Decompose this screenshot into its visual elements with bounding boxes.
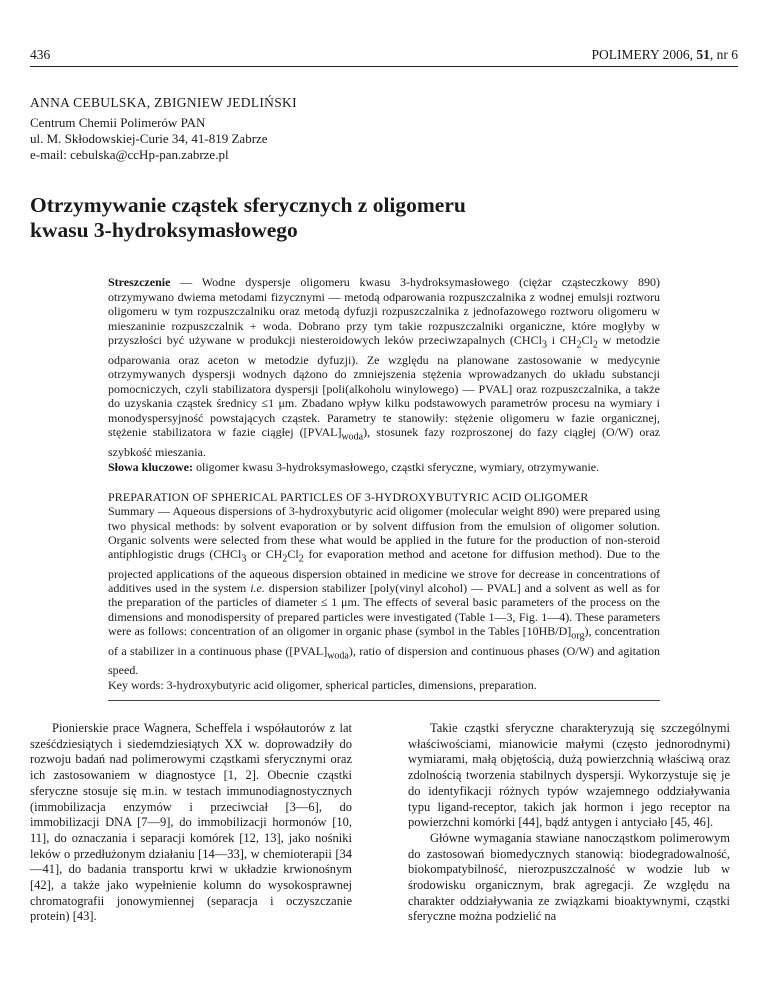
abstract-en-label: Summary xyxy=(108,504,155,519)
abstract-english xyxy=(108,490,660,692)
article-title xyxy=(30,193,690,243)
abstract-pl-label: Streszczenie xyxy=(108,275,171,289)
keywords-en xyxy=(108,678,660,692)
abstract-en-text: Cl xyxy=(287,547,299,562)
abstract-pl-text: w metodzie odparowania oraz aceton w metodzie dyfuzji). Ze względu na planowane zastosowanie w medycynie otrzymywanych dyspersji wodnych dążono do zmniejszenia stężenia wprowadzanych do układu substancji pomocniczych, czyli stabilizatora dyspersji [poli(alkoholu winylowego) — PVAL] oraz rozpuszczalnika, a także do uzyskania cząstek średnicy ≤1 μm. Zbadano wpływ kilku podstawowych parametrów procesu na wymiary i monodyspersyjność powstających cząstek. Parametry te stanowiły: stężenie oligomeru w fazie organicznej, stężenie stabilizatora w fazie ciągłej ([PVAL] xyxy=(108,333,660,440)
journal-citation xyxy=(591,47,738,63)
keywords-pl-label: Słowa kluczowe: xyxy=(108,459,193,474)
journal-volume: 51 xyxy=(696,47,710,62)
abstract-en-title: PREPARATION OF SPHERICAL PARTICLES OF 3-HYDROXYBUTYRIC ACID OLIGOMER xyxy=(108,490,589,504)
subscript: 3 xyxy=(541,339,547,351)
abstract-pl-text: Cl xyxy=(581,333,593,347)
abstract-pl-text: — Wodne dyspersje oligomeru kwasu 3-hydroksymasłowego (ciężar cząsteczkowy 890) otrzymywano dwiema metodami fizycznymi — metodą odparowania rozpuszczalnika z wodnej emulsji roztworu oligomeru w tym rozpuszczalniku oraz metodą dyfuzji rozpuszczalnika z jednofazowego roztworu oligomeru w mieszaninie rozpuszczalnik + woda. Dobrano przy tym takie rozpuszczalniki organiczne, które mogłyby w przyszłości być używane w produkcji niesteroidowych leków przeciwzapalnych (CHCl xyxy=(108,275,660,347)
subscript: 2 xyxy=(576,339,582,351)
abstract-en-text: ), concentration of a stabilizer in a continuous phase ([PVAL] xyxy=(108,624,660,658)
subscript: woda xyxy=(341,431,364,443)
keywords-pl-text: oligomer kwasu 3-hydroksymasłowego, cząstki sferyczne, wymiary, otrzymywanie. xyxy=(193,459,600,474)
abstract-en-text: or CH xyxy=(246,547,283,562)
abstract-en-body xyxy=(108,504,660,677)
subscript: org xyxy=(571,630,585,642)
title-line-1: Otrzymywanie cząstek sferycznych z oligomeru xyxy=(30,193,466,217)
abstract-polish xyxy=(108,275,660,474)
affiliation-address: ul. M. Skłodowskiej-Curie 34, 41-819 Zabrze xyxy=(30,131,268,146)
header-rule xyxy=(30,66,738,67)
body-column-left xyxy=(30,721,352,925)
affiliation-email: e-mail: cebulska@ccHp-pan.zabrze.pl xyxy=(30,147,229,162)
abstract-en-text: ), ratio of dispersion and continuous phases (O/W) and agitation speed. xyxy=(108,643,660,678)
journal-issue: , nr 6 xyxy=(709,47,738,62)
abstract-pl-text: ), stosunek fazy rozproszonej do fazy ciągłej (O/W) oraz szybkość mieszania. xyxy=(108,425,660,460)
body-paragraph: Główne wymagania stawiane nanocząstkom polimerowym do zastosowań biomedycznych stanowią: biodegradowalność, biokompatybilność, nierozpuszczalność w wodzie lub w środowisku organicznym, brak agregacji. Ze względu na charakter oddziaływania ze związkami bioaktywnymi, cząstki sferyczne można podzielić na xyxy=(408,830,730,924)
running-header xyxy=(30,47,738,65)
subscript: 3 xyxy=(241,553,247,565)
subscript: 2 xyxy=(282,553,288,565)
affiliation-institute: Centrum Chemii Polimerów PAN xyxy=(30,115,206,130)
subscript: 2 xyxy=(298,553,304,565)
page-number: 436 xyxy=(30,47,51,62)
keywords-en-label: Key words xyxy=(108,677,161,692)
abstract-en-text: for evaporation method and acetone for diffusion method). Due to the projected applications of the aqueous dispersion obtained in medicine we strove for decrease in concentrations of additives used in the system xyxy=(108,547,660,596)
authors: ANNA CEBULSKA, ZBIGNIEW JEDLIŃSKI xyxy=(30,95,297,110)
abstract-en-text: — Aqueous dispersions of 3-hydroxybutyric acid oligomer (molecular weight 890) were prepared using two physical methods: by solvent evaporation or by solvent diffusion from the emulsion of oligomer solution. Organic solvents were selected from these what would be applied in the future for the production of non-steroid antiphlogistic drugs (CHCl xyxy=(108,504,660,562)
body-paragraph: Takie cząstki sferyczne charakteryzują się szczególnymi właściwościami, mianowicie małymi (często jednorodnymi) wymiarami, małą objętością, dużą powierzchnią właściwą oraz zdolnością tworzenia stabilnych dyspersji. Wykorzystuje się je do identyfikacji różnych typów wzajemnego oddziaływania typu ligand-receptor, takich jak hormon i jego receptor na powierzchni komórki [44], bądź antygen i antyciało [45, 46]. xyxy=(408,721,730,830)
subscript: 2 xyxy=(592,339,598,351)
keywords-pl xyxy=(108,460,660,475)
abstract-pl-text: i CH xyxy=(546,333,577,347)
subscript: woda xyxy=(327,650,349,662)
abstract-en-italic: i.e. xyxy=(250,581,265,596)
body-paragraph: Pionierskie prace Wagnera, Scheffela i współautorów z lat sześćdziesiątych i siedemdziesiątych XX w. doprowadziły do rozwoju badań nad polimerowymi cząstkami sferycznymi oraz ich zastosowaniem w diagnostyce [1, 2]. Obecnie cząstki sferyczne stosuje się m.in. w testach immunodiagnostycznych (immobilizacja enzymów i przeciwciał [3—6], do immobilizacji DNA [7—9], do immobilizacji hormonów [10, 11], do oznaczania i separacji komórek [12, 13], jako nośniki leków o przedłużonym działaniu [14—33], w chemioterapii [34—41], do badania transportu krwi w układzie krwionośnym [42], a także jako wypełnienie kolumn do wysokosprawnej chromatografii jonowymiennej (separacja i oczyszczanie protein) [43]. xyxy=(30,721,352,924)
keywords-en-text: : 3-hydroxybutyric acid oligomer, spherical particles, dimensions, preparation. xyxy=(160,677,537,692)
journal-name: POLIMERY 2006, xyxy=(591,47,697,62)
affiliation xyxy=(30,115,268,163)
title-line-2: kwasu 3-hydroksymasłowego xyxy=(30,218,298,242)
abstract-pl-body xyxy=(108,275,660,460)
abstract-bottom-rule xyxy=(108,700,660,701)
body-column-right xyxy=(408,721,730,925)
abstract-en-text: dispersion stabilizer [poly(vinyl alcohol) — PVAL] and a solvent as well as for the preparation of the particles of diameter ≤ 1 μm. The effects of several basic parameters of the process on the dimensions and monodispersity of prepared particles were investigated (Table 1—3, Fig. 1—4). These parameters were as follows: concentration of an oligomer in organic phase (symbol in the Tables [10HB/D] xyxy=(108,581,660,639)
